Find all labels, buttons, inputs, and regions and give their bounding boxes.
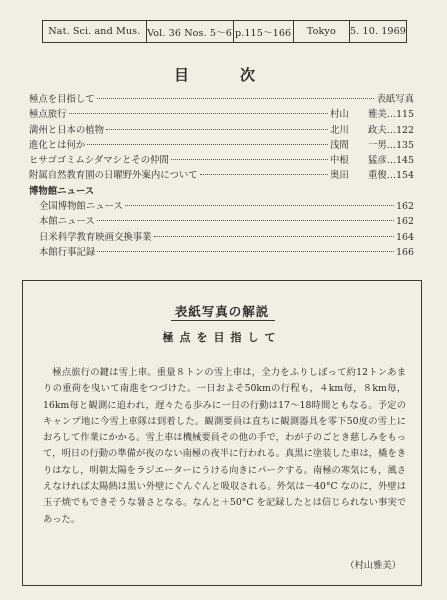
toc-row[interactable] [29,152,414,167]
toc-title: 本館ニュース [39,216,95,228]
author-signature: （村山雅美） [345,560,401,571]
toc-author: 村山 [329,109,349,121]
contents-title: 目 次 [173,66,273,84]
toc-page: 166 [396,246,414,258]
toc-row[interactable] [29,244,414,259]
toc-author: 浅間 [329,139,349,151]
toc-page: 162 [396,201,414,213]
toc-page: 重俊…154 [367,170,414,182]
toc-row[interactable] [29,106,414,121]
cover-explanation-title: 表紙写真の解説 [174,304,270,319]
cover-subtitle: 極点を目指して [162,331,282,344]
toc-author: 奥田 [329,170,349,182]
leader-dots [200,174,328,175]
toc-row[interactable] [29,198,414,213]
journal-header [42,20,407,43]
leader-dots [87,144,328,145]
toc-title: 日米科学教育映画交換事業 [39,231,152,243]
toc-page: 猛彦…145 [367,155,414,167]
toc-title: 満州と日本の植物 [29,124,105,136]
leader-dots [97,220,394,221]
toc-author: 中根 [329,155,349,167]
table-of-contents [29,91,414,259]
toc-row[interactable] [29,229,414,244]
toc-row[interactable] [29,122,414,137]
cover-explanation-body [43,365,406,528]
volume-number: Vol. 36 Nos. 5〜6 [147,21,234,42]
publication-place: Tokyo [294,21,350,42]
toc-page: 一男…135 [367,139,414,151]
toc-row[interactable] [29,213,414,228]
toc-page: 政夫…122 [367,124,414,136]
toc-title: 極点を目指して [29,94,95,105]
leader-dots [154,236,395,237]
body-paragraph: 極点旅行の鍵は雪上車。重量８トンの雪上車は，全力をふりしぼって約12トンあまりの重荷を曳いて南進をつづけた。一日およそ50kmの行程も，４km毎，８km毎，16km毎と観測に追われ，遅々たる歩みに一日の行動は17〜18時間ともなる。予定のキャンプ地に今雪上車隊は到着した。観測要員は直ちに観測器具を零下50度の雪上におろして作業にかかる。雪上車は機械要員その他の手で，わが子のごとき慈しみをもって，明日の行動の準備が夜のない南極の夜半に行われる。真黒に塗装した車は，橇をきりはなし，明朝太陽をラジエーターにうける向きにパークする。南極の寒気にも，風さえなければ太陽熱は黒い外壁にぐんぐんと吸収される。外気は－40°C なのに，外壁は玉子焼でもできそうな暑さとなる。なんと＋50°C を記録したとは信じられない事実であった。 [43,367,406,525]
journal-name: Nat. Sci. and Mus. [43,21,147,42]
leader-dots [69,113,328,114]
toc-row[interactable] [29,167,414,182]
toc-title: 極点旅行 [29,109,67,121]
toc-page: 表紙写真 [376,94,414,105]
toc-title: 全国博物館ニュース [39,201,123,213]
toc-page: 164 [396,231,414,243]
page-range: p.115〜166 [234,21,294,42]
publication-date: 5. 10. 1969 [349,26,407,37]
leader-dots [125,205,394,206]
toc-title: 附属自然教育園の日曜野外案内について [29,170,198,182]
title-underline [171,320,275,321]
toc-title: ヒサゴゴミムシダマシとその仲間 [29,155,169,167]
toc-row[interactable] [29,137,414,152]
toc-page: 162 [396,216,414,228]
leader-dots [97,98,375,99]
leader-dots [171,159,328,160]
leader-dots [97,251,394,252]
cover-explanation-box [22,280,422,586]
toc-title: 進化とは何か [29,139,86,151]
toc-row[interactable] [29,91,414,106]
toc-page: 雅美…115 [367,109,414,121]
toc-author: 北川 [329,124,349,136]
leader-dots [106,129,328,130]
news-heading: 博物館ニュース [29,185,95,197]
toc-title: 本館行事記録 [39,246,96,258]
